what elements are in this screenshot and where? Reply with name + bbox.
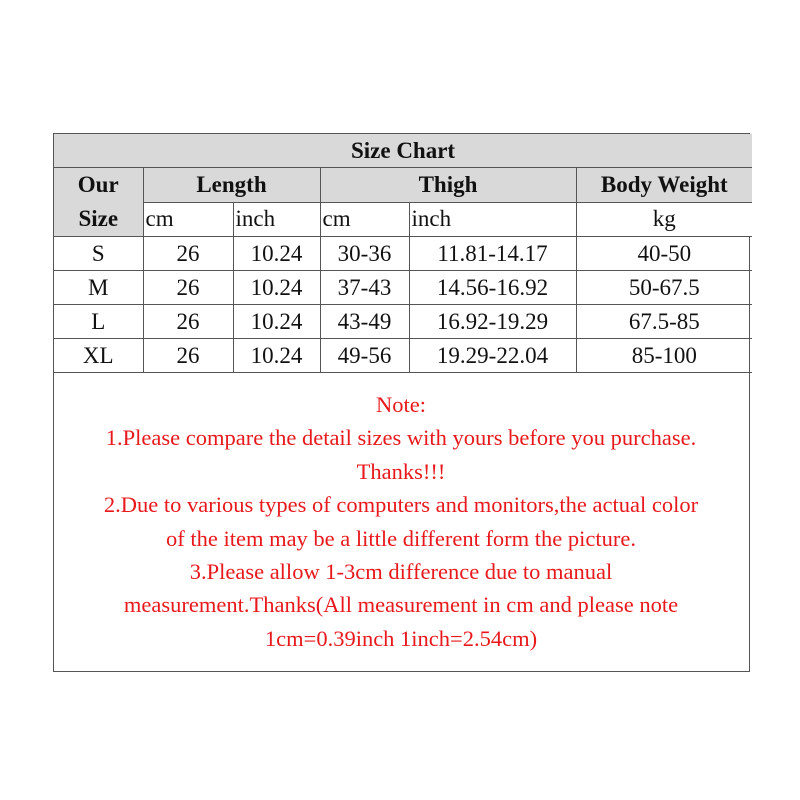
table-row: [54, 305, 752, 339]
unit-header-row: [54, 202, 752, 237]
thigh-inch-unit: inch: [409, 202, 576, 237]
our-size-header: [54, 168, 143, 237]
body-weight-header: Body Weight: [576, 168, 752, 203]
body-weight-cell: 40-50: [576, 237, 752, 271]
length-cm-cell: 26: [143, 339, 233, 373]
thigh-inch-cell: 11.81-14.17: [409, 237, 576, 271]
body-weight-cell: 85-100: [576, 339, 752, 373]
table-row: [54, 237, 752, 271]
size-cell: M: [54, 271, 143, 305]
thigh-inch-cell: 14.56-16.92: [409, 271, 576, 305]
our-size-header-line-1: Our: [77, 172, 119, 197]
note-line: 1cm=0.39inch 1inch=2.54cm): [264, 625, 538, 651]
notes-block: [54, 388, 748, 655]
length-cm-cell: 26: [143, 305, 233, 339]
length-cm-unit: cm: [143, 202, 233, 237]
size-cell: L: [54, 305, 143, 339]
title-row: [54, 134, 752, 168]
thigh-cm-cell: 37-43: [320, 271, 409, 305]
length-inch-cell: 10.24: [233, 271, 320, 305]
length-inch-cell: 10.24: [233, 305, 320, 339]
thigh-cm-cell: 30-36: [320, 237, 409, 271]
length-header: Length: [143, 168, 320, 203]
body-weight-cell: 50-67.5: [576, 271, 752, 305]
length-inch-unit: inch: [233, 202, 320, 237]
size-cell: XL: [54, 339, 143, 373]
note-line: Thanks!!!: [356, 458, 446, 484]
length-cm-cell: 26: [143, 237, 233, 271]
size-chart-frame: [53, 133, 750, 672]
note-line: 3.Please allow 1-3cm difference due to manual: [189, 559, 613, 585]
thigh-cm-cell: 43-49: [320, 305, 409, 339]
size-chart-table: [54, 134, 752, 373]
thigh-cm-cell: 49-56: [320, 339, 409, 373]
table-row: [54, 339, 752, 373]
note-line: 1.Please compare the detail sizes with yours before you purchase.: [105, 425, 697, 451]
size-cell: S: [54, 237, 143, 271]
body-weight-kg-unit: kg: [576, 202, 752, 237]
body-weight-cell: 67.5-85: [576, 305, 752, 339]
our-size-header-line-2: Size: [78, 206, 119, 231]
thigh-inch-cell: 16.92-19.29: [409, 305, 576, 339]
note-heading: Note:: [376, 392, 426, 417]
length-inch-cell: 10.24: [233, 237, 320, 271]
thigh-cm-unit: cm: [320, 202, 409, 237]
note-line: measurement.Thanks(All measurement in cm and please note: [123, 592, 679, 618]
length-inch-cell: 10.24: [233, 339, 320, 373]
thigh-inch-cell: 19.29-22.04: [409, 339, 576, 373]
note-line: of the item may be a little different form the picture.: [165, 525, 637, 551]
length-cm-cell: 26: [143, 271, 233, 305]
table-row: [54, 271, 752, 305]
chart-title: Size Chart: [54, 134, 752, 168]
note-line: 2.Due to various types of computers and monitors,the actual color: [103, 492, 699, 518]
thigh-header: Thigh: [320, 168, 576, 203]
group-header-row: [54, 168, 752, 203]
